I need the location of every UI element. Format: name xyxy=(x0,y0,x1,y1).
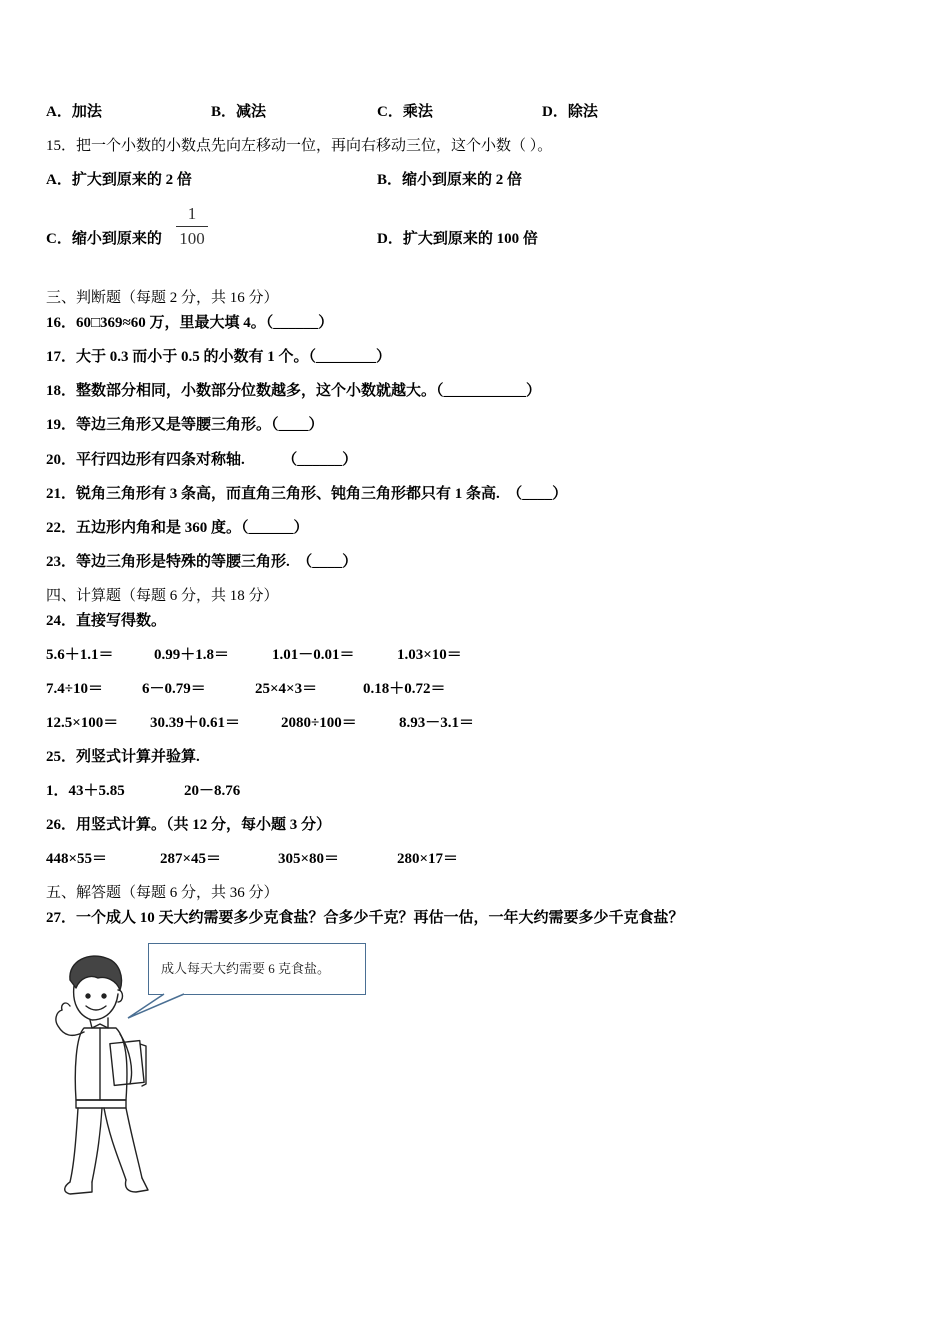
q20: 20．平行四边形有四条对称轴. （______） xyxy=(46,452,358,468)
q19: 19．等边三角形又是等腰三角形。（____） xyxy=(46,417,324,433)
fraction-denominator: 100 xyxy=(179,229,205,248)
q17: 17．大于 0.3 而小于 0.5 的小数有 1 个。（________） xyxy=(46,349,392,365)
q15-fraction xyxy=(176,203,208,250)
calc-item: 448×55＝ xyxy=(46,851,108,867)
calc-item: 287×45＝ xyxy=(160,851,222,867)
q22: 22．五边形内角和是 360 度。（______） xyxy=(46,520,309,536)
calc-item: 1．43＋5.85 xyxy=(46,783,125,799)
calc-item: 5.6＋1.1＝ xyxy=(46,647,114,663)
calc-item: 0.18＋0.72＝ xyxy=(363,681,446,697)
calc-item: 25×4×3＝ xyxy=(255,681,318,697)
q15-option-b: B．缩小到原来的 2 倍 xyxy=(377,172,523,188)
calc-item: 1.03×10＝ xyxy=(397,647,462,663)
section5-title: 五、解答题（每题 6 分，共 36 分） xyxy=(46,885,279,901)
calc-item: 12.5×100＝ xyxy=(46,715,119,731)
calc-item: 305×80＝ xyxy=(278,851,340,867)
q15-option-a: A．扩大到原来的 2 倍 xyxy=(46,172,192,188)
q14-option-d: D．除法 xyxy=(542,104,598,120)
q14-option-b: B．减法 xyxy=(211,104,267,120)
q27: 27．一个成人 10 天大约需要多少克食盐？合多少千克？再估一估，一年大约需要多少千克食盐？ xyxy=(46,910,684,926)
section3-title: 三、判断题（每题 2 分，共 16 分） xyxy=(46,290,279,306)
q18: 18．整数部分相同，小数部分位数越多，这个小数就越大。（___________） xyxy=(46,383,542,399)
q15-option-c: C．缩小到原来的 xyxy=(46,231,162,247)
speech-bubble: 成人每天大约需要 6 克食盐。 xyxy=(148,943,366,995)
q14-option-a: A．加法 xyxy=(46,104,102,120)
q25: 25．列竖式计算并验算. xyxy=(46,749,200,765)
calc-item: 7.4÷10＝ xyxy=(46,681,103,697)
calc-item: 30.39＋0.61＝ xyxy=(150,715,241,731)
q15-stem: 15．把一个小数的小数点先向左移动一位，再向右移动三位，这个小数（ ）。 xyxy=(46,138,553,154)
man-illustration xyxy=(40,950,180,1200)
calc-item: 6－0.79＝ xyxy=(142,681,206,697)
calc-item: 0.99＋1.8＝ xyxy=(154,647,230,663)
q15-option-d: D．扩大到原来的 100 倍 xyxy=(377,231,538,247)
q26: 26．用竖式计算。（共 12 分，每小题 3 分） xyxy=(46,817,332,833)
section4-title: 四、计算题（每题 6 分，共 18 分） xyxy=(46,588,279,604)
calc-item: 280×17＝ xyxy=(397,851,459,867)
q23: 23．等边三角形是特殊的等腰三角形. （____） xyxy=(46,554,358,570)
q24: 24．直接写得数。 xyxy=(46,613,167,629)
q21: 21．锐角三角形有 3 条高，而直角三角形、钝角三角形都只有 1 条高. （____） xyxy=(46,486,568,502)
calc-item: 2080÷100＝ xyxy=(281,715,357,731)
q16: 16．60□369≈60 万，里最大填 4。（______） xyxy=(46,315,334,331)
q14-option-c: C．乘法 xyxy=(377,104,433,120)
fraction-numerator: 1 xyxy=(187,204,197,223)
calc-item: 8.93－3.1＝ xyxy=(399,715,475,731)
fraction-bar xyxy=(176,226,208,227)
calc-item: 20－8.76 xyxy=(184,783,241,799)
calc-item: 1.01－0.01＝ xyxy=(272,647,355,663)
